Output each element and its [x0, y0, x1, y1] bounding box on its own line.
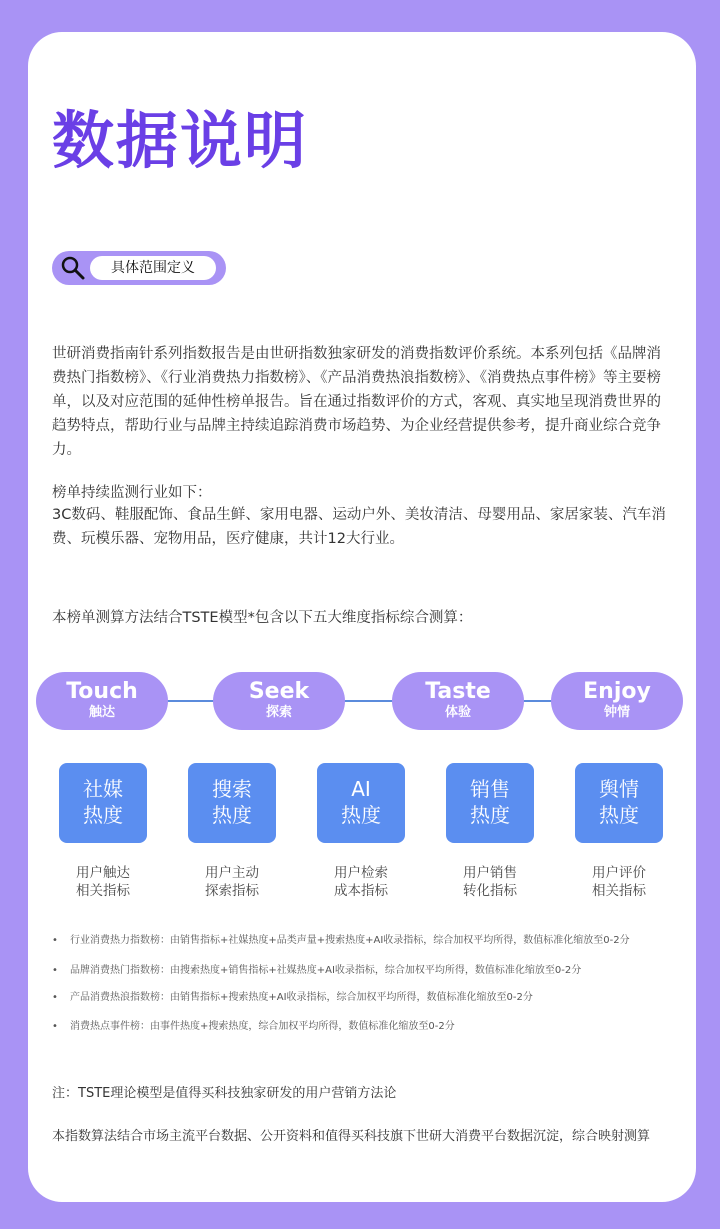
metric-line: 舆情	[599, 777, 639, 801]
search-icon	[60, 255, 86, 285]
intro-paragraph: 世研消费指南针系列指数报告是由世研指数独家研发的消费指数评价系统。本系列包括《品牌消费热门指数榜》、《行业消费热力指数榜》、《产品消费热浪指数榜》、《消费热点事件榜》等主要榜单，以及对应范围的延伸性榜单报告。旨在通过指数评价的方式，客观、真实地呈现消费世界的趋势特点，帮助行业与品牌主持续追踪消费市场趋势、为企业经营提供参考，提升商业综合竞争力。	[52, 346, 661, 458]
metric-desc-line: 用户检索	[334, 865, 388, 881]
page-title: 数据说明	[52, 104, 309, 177]
metric-desc-line: 探索指标	[205, 883, 259, 899]
method-intro: 本榜单测算方法结合TSTE模型*包含以下五大维度指标综合测算：	[52, 610, 473, 626]
dimension-en: Seek	[248, 679, 310, 704]
dimension-en: Touch	[66, 679, 138, 704]
bullet-text: 品牌消费热门指数榜：由搜索热度+销售指标+社媒热度+AI收录指标，综合加权平均所得，数值标准化缩放至0-2分	[70, 965, 582, 976]
dimension-en: Taste	[425, 679, 491, 704]
data-source-note: 本指数算法结合市场主流平台数据、公开资料和值得买科技旗下世研大消费平台数据沉淀，综合映射测算	[52, 1129, 651, 1144]
metric-line: 社媒	[83, 777, 123, 801]
metric-desc-social	[48, 864, 158, 900]
metric-line: 热度	[212, 803, 252, 827]
metric-box-sales	[446, 763, 534, 843]
dimension-cn: 体验	[444, 705, 471, 720]
bullet-dot: •	[52, 992, 58, 1003]
bullet-dot: •	[52, 1021, 58, 1032]
metric-desc-line: 用户评价	[592, 865, 646, 881]
metric-box-search	[188, 763, 276, 843]
footnote-tste: 注：TSTE理论模型是值得买科技独家研发的用户营销方法论	[52, 1086, 397, 1101]
metric-desc-line: 转化指标	[463, 883, 517, 899]
metric-line: AI	[351, 777, 371, 801]
metric-desc-line: 用户销售	[463, 865, 517, 881]
metric-desc-ai	[306, 864, 416, 900]
bullet-dot: •	[52, 965, 58, 976]
metric-box-social	[59, 763, 147, 843]
metric-desc-line: 用户主动	[205, 865, 259, 881]
metric-line: 搜索	[212, 777, 252, 801]
metric-desc-sentiment	[564, 864, 674, 900]
metric-desc-line: 用户触达	[76, 865, 130, 881]
bullet-text: 行业消费热力指数榜：由销售指标+社媒热度+品类声量+搜索热度+AI收录指标，综合加权平均所得，数值标准化缩放至0-2分	[70, 935, 630, 946]
industries-list: 3C数码、鞋服配饰、食品生鲜、家用电器、运动户外、美妆清洁、母婴用品、家居家装、汽车消费、玩模乐器、宠物用品，医疗健康，共计12大行业。	[52, 507, 666, 547]
dimension-cn: 触达	[88, 705, 115, 720]
metric-line: 热度	[341, 803, 381, 827]
scope-pill-label: 具体范围定义	[90, 256, 216, 280]
dimension-en: Enjoy	[583, 679, 651, 704]
scope-pill	[52, 251, 226, 285]
bullet-text: 消费热点事件榜：由事件热度+搜索热度，综合加权平均所得，数值标准化缩放至0-2分	[70, 1021, 455, 1032]
dimension-enjoy	[551, 672, 683, 730]
metric-line: 热度	[83, 803, 123, 827]
industries-heading: 榜单持续监测行业如下：	[52, 485, 212, 501]
metric-box-ai	[317, 763, 405, 843]
metric-line: 热度	[599, 803, 639, 827]
dimension-touch	[36, 672, 168, 730]
dimension-seek	[213, 672, 345, 730]
metric-line: 销售	[470, 777, 510, 801]
metric-desc-line: 相关指标	[592, 883, 646, 899]
metric-desc-line: 成本指标	[334, 883, 388, 899]
metric-desc-line: 相关指标	[76, 883, 130, 899]
metric-desc-sales	[435, 864, 545, 900]
metric-line: 热度	[470, 803, 510, 827]
bullet-text: 产品消费热浪指数榜：由销售指标+搜索热度+AI收录指标，综合加权平均所得，数值标准化缩放至0-2分	[70, 992, 533, 1003]
dimension-cn: 钟情	[603, 705, 630, 720]
dimension-cn: 探索	[265, 705, 292, 720]
bullet-dot: •	[52, 935, 58, 946]
metric-desc-search	[177, 864, 287, 900]
metric-box-sentiment	[575, 763, 663, 843]
dimension-taste	[392, 672, 524, 730]
